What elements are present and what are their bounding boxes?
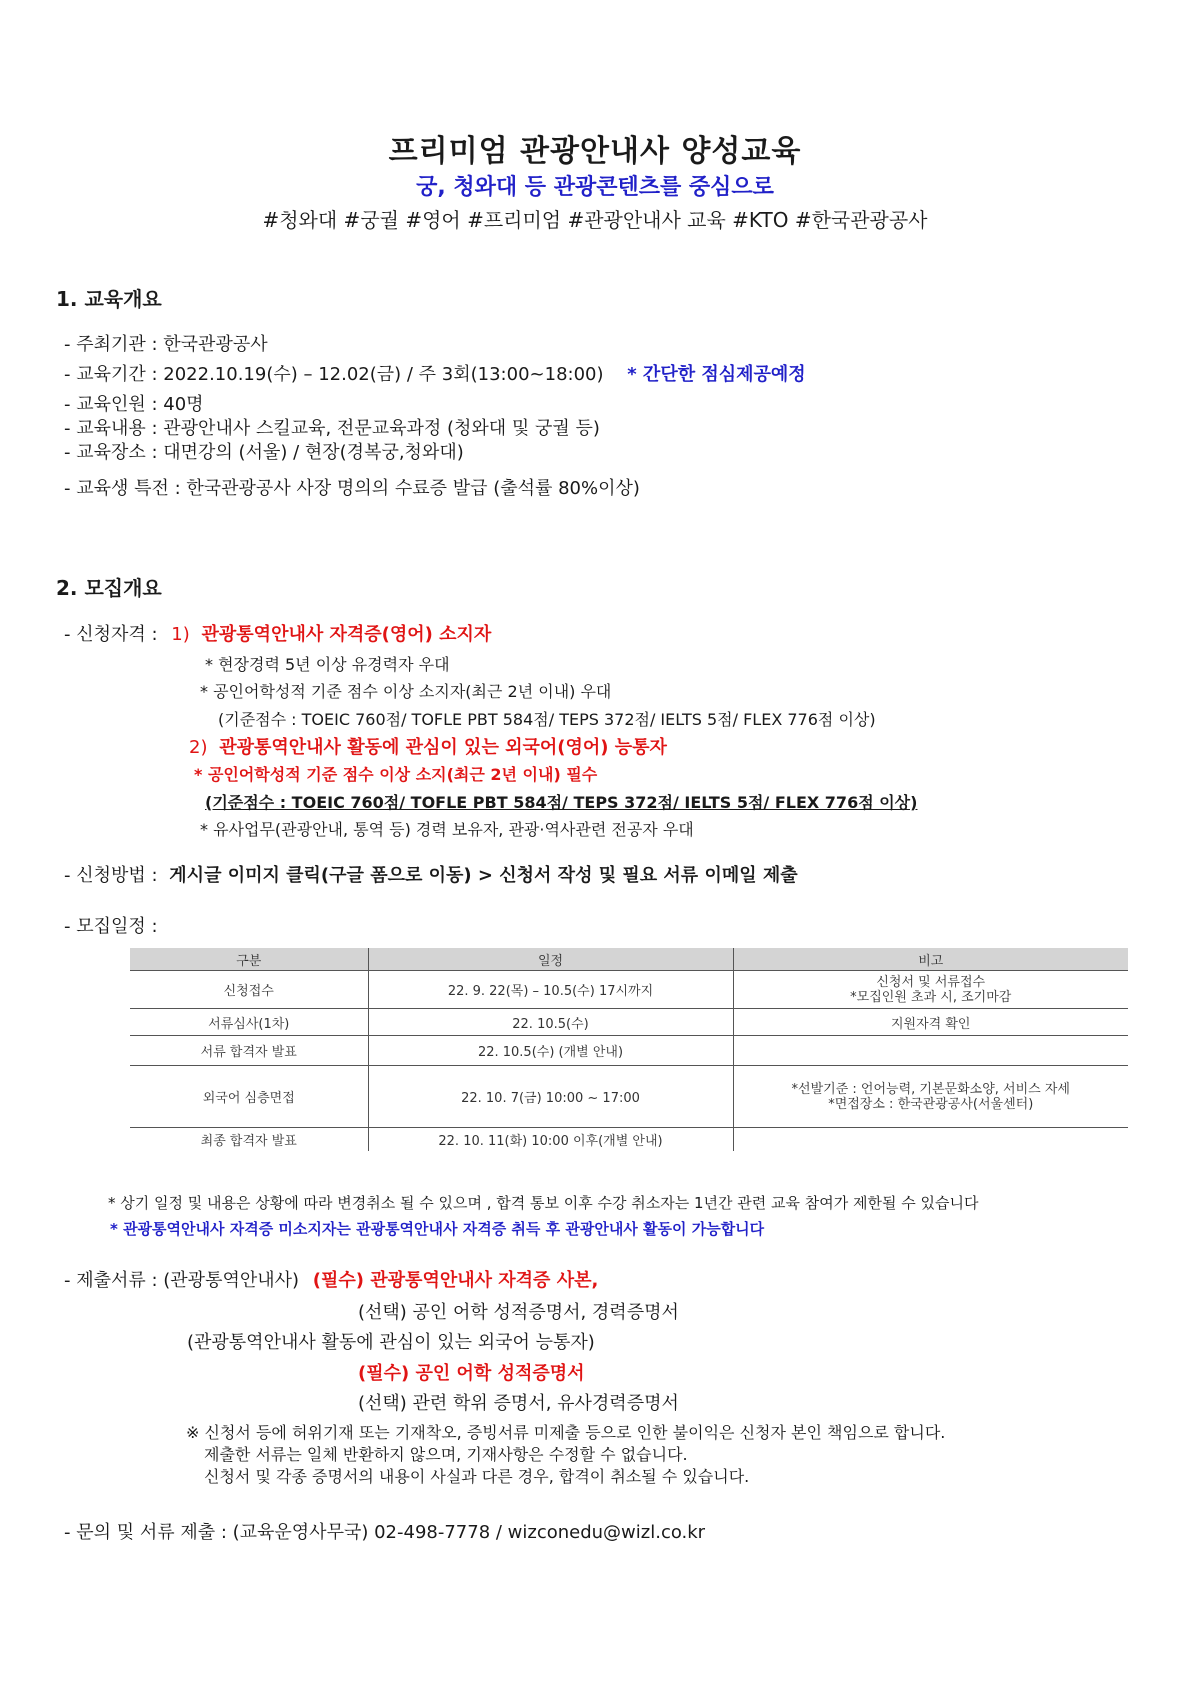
remark-line: *모집인원 초과 시, 조기마감	[850, 989, 1012, 1005]
warning-line-2: 제출한 서류는 일체 반환하지 않으며, 기재사항은 수정할 수 없습니다.	[204, 1445, 688, 1464]
table-cell: 외국어 심층면접	[130, 1066, 368, 1128]
table-cell: 서류심사(1차)	[130, 1009, 368, 1036]
table-cell	[733, 971, 1128, 1009]
warning-line-3: 신청서 및 각종 증명서의 내용이 사실과 다른 경우, 합격이 취소될 수 있습니다.	[204, 1467, 750, 1486]
remark-line: *면접장소 : 한국관광공사(서울센터)	[828, 1096, 1034, 1112]
schedule-header-date: 일정	[368, 948, 733, 971]
table-row	[130, 971, 1128, 1009]
lunch-note: * 간단한 점심제공예정	[627, 364, 806, 385]
method-row	[64, 861, 798, 887]
table-row	[130, 1036, 1128, 1066]
schedule-label: - 모집일정 :	[64, 916, 158, 937]
overview-period	[64, 360, 806, 386]
schedule-header-remark: 비고	[733, 948, 1128, 971]
documents-label: - 제출서류 : (관광통역안내사)	[64, 1270, 300, 1291]
overview-period-text: - 교육기간 : 2022.10.19(수) – 12.02(금) / 주 3회(13:00~18:00)	[64, 364, 604, 385]
section2-heading: 2. 모집개요	[56, 576, 162, 600]
qualification-row1	[64, 620, 491, 646]
schedule-table	[130, 948, 1128, 1151]
documents-optional-2: (선택) 관련 학위 증명서, 유사경력증명서	[358, 1393, 679, 1414]
overview-content: - 교육내용 : 관광안내사 스킬교육, 전문교육과정 (청와대 및 궁궐 등)	[64, 418, 600, 439]
overview-benefit: - 교육생 특전 : 한국관광공사 사장 명의의 수료증 발급 (출석률 80%이상)	[64, 478, 640, 499]
overview-capacity: - 교육인원 : 40명	[64, 394, 204, 415]
documents-optional-1: (선택) 공인 어학 성적증명서, 경력증명서	[358, 1302, 679, 1323]
qualification-label: - 신청자격 :	[64, 624, 158, 645]
table-cell: 22. 10.5(수)	[368, 1009, 733, 1036]
page-title: 프리미엄 관광안내사 양성교육	[388, 134, 802, 169]
table-cell: 최종 합격자 발표	[130, 1128, 368, 1152]
table-cell: 22. 9. 22(목) – 10.5(수) 17시까지	[368, 971, 733, 1009]
table-cell: 신청접수	[130, 971, 368, 1009]
schedule-header-row	[130, 948, 1128, 971]
table-cell: 22. 10.5(수) (개별 안내)	[368, 1036, 733, 1066]
qualification-row2	[189, 733, 667, 759]
documents-group-2: (관광통역안내사 활동에 관심이 있는 외국어 능통자)	[187, 1332, 595, 1353]
hashtags: #청와대 #궁궐 #영어 #프리미엄 #관광안내사 교육 #KTO #한국관광공사	[262, 208, 928, 232]
qual2-number: 2)	[189, 737, 208, 758]
qual2-sub3: * 유사업무(관광안내, 통역 등) 경력 보유자, 관광·역사관련 전공자 우대	[200, 820, 694, 839]
table-row	[130, 1066, 1128, 1128]
table-row	[130, 1009, 1128, 1036]
contact-info: - 문의 및 서류 제출 : (교육운영사무국) 02-498-7778 / wizconedu@wizl.co.kr	[64, 1522, 706, 1543]
table-cell: 지원자격 확인	[733, 1009, 1128, 1036]
qual2-sub2: (기준점수 : TOEIC 760점/ TOFLE PBT 584점/ TEPS 372점/ IELTS 5점/ FLEX 776점 이상)	[205, 793, 918, 812]
documents-required-2: (필수) 공인 어학 성적증명서	[358, 1363, 585, 1384]
qual2-sub1: * 공인어학성적 기준 점수 이상 소지(최근 2년 이내) 필수	[194, 765, 598, 784]
table-cell	[733, 1036, 1128, 1066]
remark-line: *선발기준 : 언어능력, 기본문화소양, 서비스 자세	[791, 1081, 1070, 1097]
overview-host: - 주최기관 : 한국관광공사	[64, 334, 268, 355]
table-cell	[733, 1128, 1128, 1152]
table-cell: 서류 합격자 발표	[130, 1036, 368, 1066]
qual1-sub2: * 공인어학성적 기준 점수 이상 소지자(최근 2년 이내) 우대	[200, 682, 612, 701]
overview-location: - 교육장소 : 대면강의 (서울) / 현장(경복궁,청와대)	[64, 442, 464, 463]
table-row	[130, 1128, 1128, 1152]
documents-row1	[64, 1266, 598, 1292]
remark-line: 신청서 및 서류접수	[876, 974, 986, 990]
table-cell	[733, 1066, 1128, 1128]
qual1-title: 관광통역안내사 자격증(영어) 소지자	[201, 624, 492, 645]
schedule-note-1: * 상기 일정 및 내용은 상황에 따라 변경취소 될 수 있으며 , 합격 통보 이후 수강 취소자는 1년간 관련 교육 참여가 제한될 수 있습니다	[108, 1194, 979, 1212]
qual2-title: 관광통역안내사 활동에 관심이 있는 외국어(영어) 능통자	[219, 737, 667, 758]
schedule-note-2: * 관광통역안내사 자격증 미소지자는 관광통역안내사 자격증 취득 후 관광안내사 활동이 가능합니다	[110, 1220, 765, 1238]
section1-heading: 1. 교육개요	[56, 287, 162, 311]
documents-required-1: (필수) 관광통역안내사 자격증 사본,	[312, 1270, 599, 1291]
warning-line-1: ※ 신청서 등에 허위기재 또는 기재착오, 증빙서류 미제출 등으로 인한 불이익은 신청자 본인 책임으로 합니다.	[186, 1423, 946, 1442]
method-text: 게시글 이미지 클릭(구글 폼으로 이동) > 신청서 작성 및 필요 서류 이메일 제출	[169, 865, 798, 886]
schedule-header-category: 구분	[130, 948, 368, 971]
page-subtitle: 궁, 청와대 등 관광콘텐츠를 중심으로	[416, 175, 774, 200]
qual1-sub1: * 현장경력 5년 이상 유경력자 우대	[205, 655, 450, 674]
method-label: - 신청방법 :	[64, 865, 158, 886]
qual1-number: 1)	[171, 624, 190, 645]
qual1-sub3: (기준점수 : TOEIC 760점/ TOFLE PBT 584점/ TEPS 372점/ IELTS 5점/ FLEX 776점 이상)	[218, 710, 876, 729]
table-cell: 22. 10. 11(화) 10:00 이후(개별 안내)	[368, 1128, 733, 1152]
table-cell: 22. 10. 7(금) 10:00 ~ 17:00	[368, 1066, 733, 1128]
